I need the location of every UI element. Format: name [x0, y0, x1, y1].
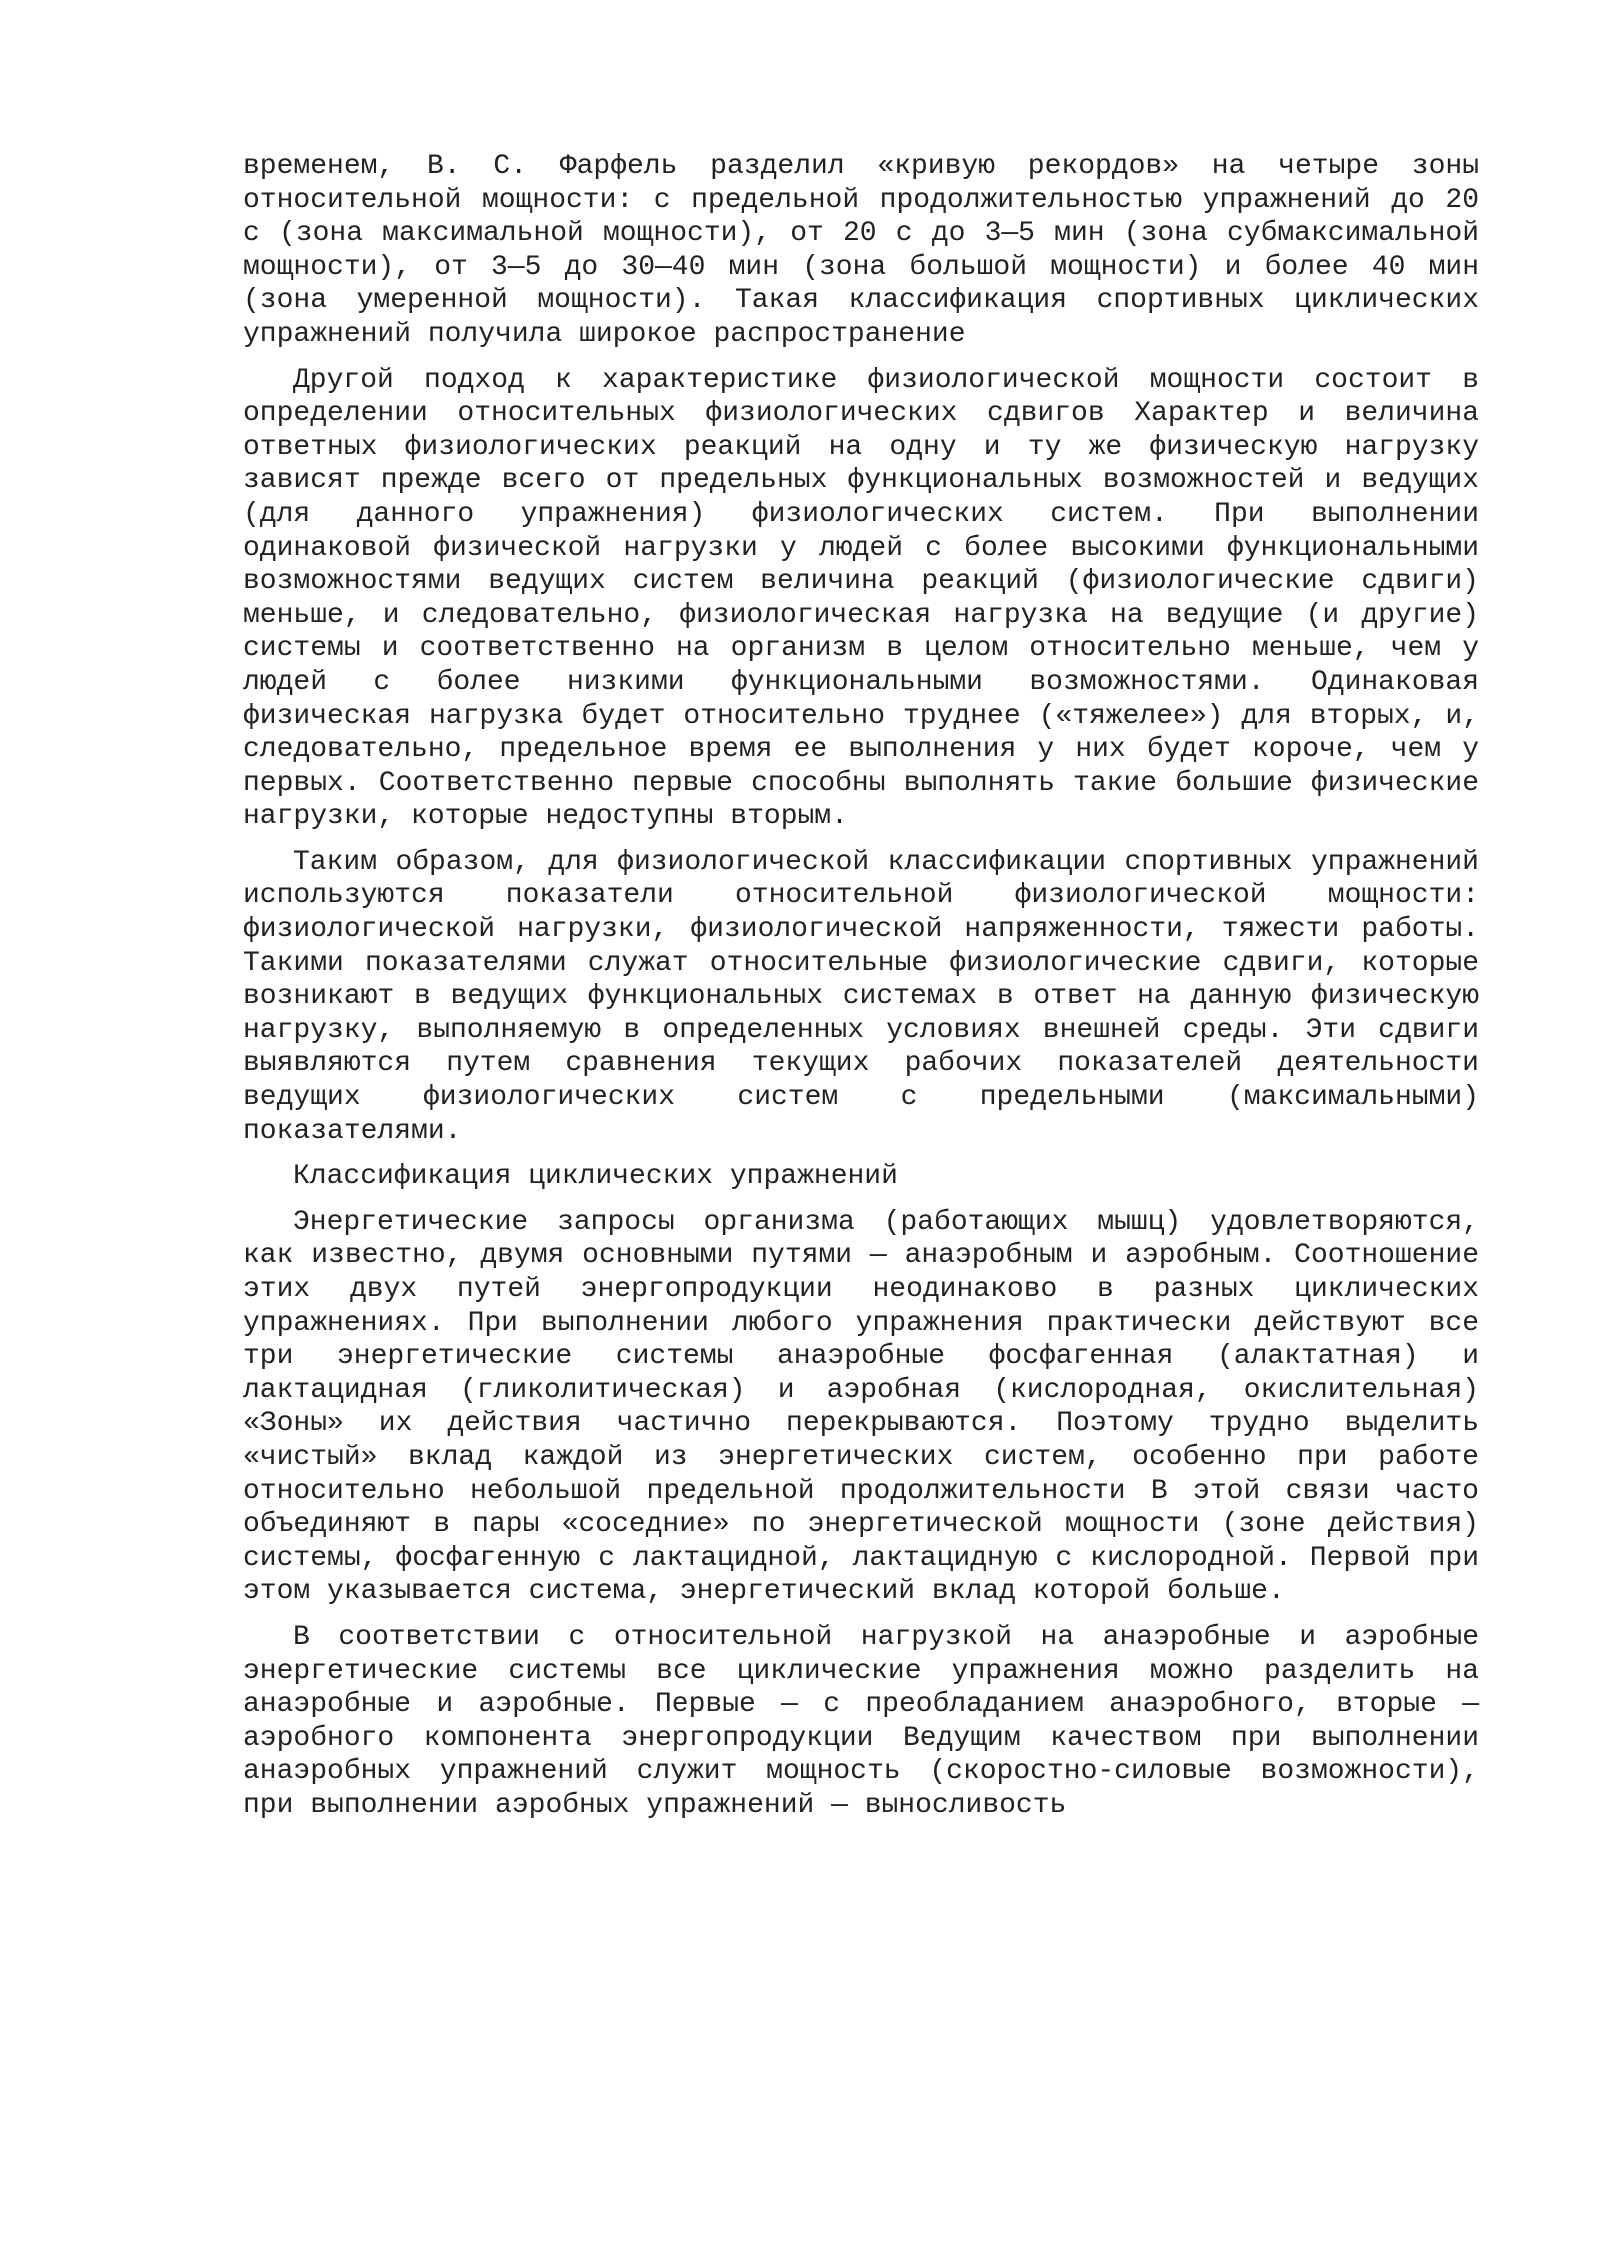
paragraph-classification-indicators: Таким образом, для физиологической классификации спортивных упражнений используются показатели относительной физиологической мощности: физиологической нагрузки, физиологической напряженности, тяжести работы. Такими показателями служат относительные физиологические сдвиги, которые возникают в ведущих функциональных системах в ответ на данную физическую нагрузку, выполняемую в определенных условиях внешней среды. Эти сдвиги выявляются путем сравнения текущих рабочих показателей деятельности ведущих физиологических систем с предельными (максимальными) показателями. — [243, 846, 1479, 1147]
section-heading: Классификация циклических упражнений — [293, 1161, 898, 1193]
document-page — [243, 150, 1479, 1835]
paragraph-physiological-shifts: Другой подход к характеристике физиологической мощности состоит в определении относительных физиологических сдвигов Характер и величина ответных физиологических реакций на одну и ту же физическую нагрузку зависят прежде всего от предельных функциональных возможностей и ведущих (для данного упражнения) физиологических систем. При выполнении одинаковой физической нагрузки у людей с более высокими функциональными возможностями ведущих систем величина реакций (физиологические сдвиги) меньше, и следовательно, физиологическая нагрузка на ведущие (и другие) системы и соответственно на организм в целом относительно меньше, чем у людей с более низкими функциональными возможностями. Одинаковая физическая нагрузка будет относительно труднее («тяжелее») для вторых, и, следовательно, предельное время ее выполнения у них будет короче, чем у первых. Соответственно первые способны выполнять такие большие физические нагрузки, которые недоступны вторым. — [243, 364, 1479, 833]
paragraph-zones-of-power: временем, В. С. Фарфель разделил «кривую рекордов» на четыре зоны относительной мощности: с предельной продолжительностью упражнений до 20 с (зона максимальной мощности), от 20 с до 3—5 мин (зона субмаксимальной мощности), от 3—5 до 30—40 мин (зона большой мощности) и более 40 мин (зона умеренной мощности). Такая классификация спортивных циклических упражнений получила широкое распространение — [243, 151, 1479, 350]
paragraph-energy-systems: Энергетические запросы организма (работающих мышц) удовлетворяются, как известно, двумя основными путями — анаэробным и аэробным. Соотношение этих двух путей энергопродукции неодинаково в разных циклических упражнениях. При выполнении любого упражнения практически действуют все три энергетические системы анаэробные фосфагенная (алактатная) и лактацидная (гликолитическая) и аэробная (кислородная, окислительная) «Зоны» их действия частично перекрываются. Поэтому трудно выделить «чистый» вклад каждой из энергетических систем, особенно при работе относительно небольшой предельной продолжительности В этой связи часто объединяют в пары «соседние» по энергетической мощности (зоне действия) системы, фосфагенную с лактацидной, лактацидную с кислородной. Первой при этом указывается система, энергетический вклад которой больше. — [243, 1206, 1479, 1608]
paragraph-anaerobic-aerobic: В соответствии с относительной нагрузкой на анаэробные и аэробные энергетические системы все циклические упражнения можно разделить на анаэробные и аэробные. Первые — с преобладанием анаэробного, вторые — аэробного компонента энергопродукции Ведущим качеством при выполнении анаэробных упражнений служит мощность (скоростно-силовые возможности), при выполнении аэробных упражнений — выносливость — [243, 1621, 1479, 1821]
